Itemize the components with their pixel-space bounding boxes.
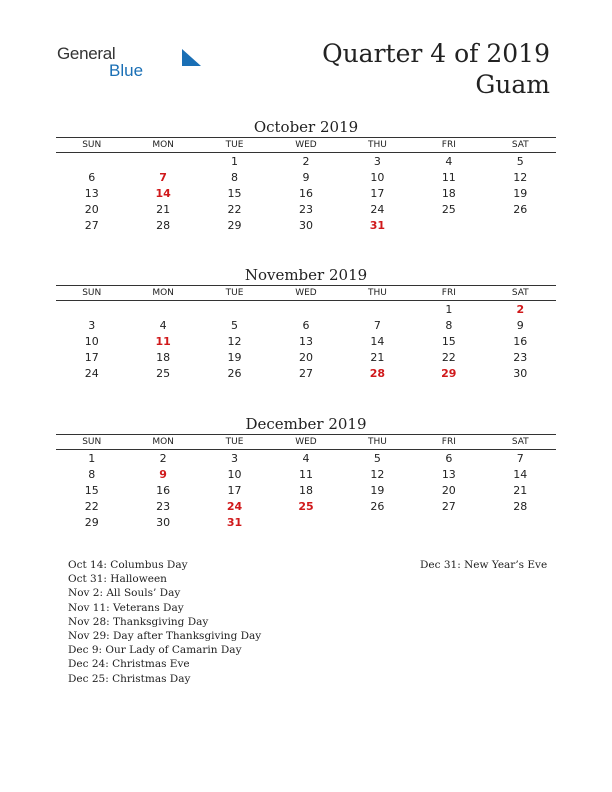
holiday-day-cell: 24 (226, 499, 243, 513)
holiday-list-item: Nov 2: All Souls’ Day (68, 587, 181, 600)
week-row (56, 482, 556, 498)
day-cell: 21 (370, 350, 385, 364)
day-cell: 13 (441, 467, 456, 481)
day-cell: 29 (84, 515, 99, 529)
day-cell: 10 (370, 170, 385, 184)
month-october (56, 117, 556, 233)
empty-day-cell (199, 301, 270, 318)
logo-blue-text: Blue (109, 61, 144, 80)
day-cell: 17 (84, 350, 99, 364)
day-cell: 26 (513, 202, 528, 216)
holiday-list-item: Nov 29: Day after Thanksgiving Day (68, 630, 262, 643)
day-cell: 5 (373, 451, 381, 465)
day-cell: 4 (302, 451, 310, 465)
day-cell: 30 (513, 366, 528, 380)
day-cell: 10 (227, 467, 242, 481)
week-row (56, 514, 556, 530)
weekday-header: MON (127, 286, 198, 301)
holiday-list-right (420, 558, 547, 572)
month-november (56, 265, 556, 381)
calendar-grid (56, 137, 556, 233)
day-cell: 7 (516, 451, 524, 465)
day-cell: 30 (156, 515, 171, 529)
weekday-header: TUE (199, 435, 270, 450)
day-cell: 25 (156, 366, 171, 380)
day-cell: 1 (445, 302, 453, 316)
day-cell: 26 (227, 366, 242, 380)
day-cell: 28 (156, 218, 171, 232)
week-row (56, 169, 556, 185)
holiday-day-cell: 11 (155, 334, 171, 348)
holiday-list-item: Nov 11: Veterans Day (68, 601, 184, 614)
weekday-header-row (56, 286, 556, 301)
day-cell: 5 (231, 318, 239, 332)
day-cell: 24 (370, 202, 385, 216)
empty-day-cell (270, 301, 341, 318)
empty-day-cell (270, 514, 341, 530)
day-cell: 2 (159, 451, 167, 465)
day-cell: 26 (370, 499, 385, 513)
week-row (56, 365, 556, 381)
day-cell: 16 (513, 334, 528, 348)
day-cell: 1 (88, 451, 96, 465)
weekday-header: SAT (485, 138, 556, 153)
day-cell: 27 (84, 218, 99, 232)
week-row (56, 153, 556, 170)
empty-day-cell (413, 217, 484, 233)
day-cell: 19 (513, 186, 528, 200)
day-cell: 20 (441, 483, 456, 497)
day-cell: 4 (159, 318, 167, 332)
day-cell: 29 (227, 218, 242, 232)
holiday-list-item: Dec 31: New Year’s Eve (420, 559, 548, 571)
day-cell: 7 (373, 318, 381, 332)
day-cell: 18 (298, 483, 313, 497)
weekday-header: SAT (485, 435, 556, 450)
day-cell: 14 (370, 334, 385, 348)
day-cell: 3 (88, 318, 96, 332)
empty-day-cell (127, 153, 198, 170)
day-cell: 28 (513, 499, 528, 513)
day-cell: 3 (373, 154, 381, 168)
day-cell: 23 (298, 202, 313, 216)
day-cell: 12 (227, 334, 242, 348)
day-cell: 17 (370, 186, 385, 200)
day-cell: 8 (88, 467, 96, 481)
holiday-list (68, 558, 261, 686)
day-cell: 23 (156, 499, 171, 513)
day-cell: 13 (298, 334, 313, 348)
weekday-header: THU (342, 435, 413, 450)
empty-day-cell (127, 301, 198, 318)
week-row (56, 201, 556, 217)
holiday-list-item: Oct 31: Halloween (68, 573, 167, 586)
weekday-header: SUN (56, 435, 127, 450)
week-row (56, 466, 556, 482)
holiday-list-item: Nov 28: Thanksgiving Day (68, 615, 209, 628)
weekday-header: WED (270, 138, 341, 153)
day-cell: 12 (370, 467, 385, 481)
weekday-header: SUN (56, 138, 127, 153)
weekday-header: FRI (413, 286, 484, 301)
week-row (56, 450, 556, 467)
day-cell: 5 (516, 154, 524, 168)
weekday-header: TUE (199, 138, 270, 153)
empty-day-cell (413, 514, 484, 530)
day-cell: 6 (88, 170, 96, 184)
logo (57, 44, 167, 84)
page-title (322, 38, 550, 100)
weekday-header: SAT (485, 286, 556, 301)
holiday-list-item: Dec 9: Our Lady of Camarin Day (68, 644, 242, 657)
day-cell: 16 (298, 186, 313, 200)
day-cell: 27 (441, 499, 456, 513)
week-row (56, 498, 556, 514)
day-cell: 20 (84, 202, 99, 216)
page-title-region: Guam (475, 70, 550, 99)
holiday-day-cell: 14 (155, 186, 171, 200)
week-row (56, 349, 556, 365)
day-cell: 4 (445, 154, 453, 168)
day-cell: 15 (84, 483, 99, 497)
weekday-header: FRI (413, 138, 484, 153)
day-cell: 24 (84, 366, 99, 380)
day-cell: 15 (441, 334, 456, 348)
week-row (56, 317, 556, 333)
week-row (56, 333, 556, 349)
empty-day-cell (485, 217, 556, 233)
day-cell: 6 (302, 318, 310, 332)
day-cell: 6 (445, 451, 453, 465)
weekday-header: THU (342, 286, 413, 301)
holiday-list-item: Oct 14: Columbus Day (68, 559, 188, 571)
day-cell: 19 (370, 483, 385, 497)
calendar-grid (56, 434, 556, 530)
page-title-quarter: Quarter 4 of 2019 (322, 39, 550, 68)
holiday-day-cell: 28 (369, 366, 386, 380)
day-cell: 18 (156, 350, 171, 364)
weekday-header: MON (127, 138, 198, 153)
day-cell: 22 (84, 499, 99, 513)
day-cell: 21 (156, 202, 171, 216)
holiday-day-cell: 2 (516, 302, 525, 316)
day-cell: 9 (516, 318, 524, 332)
day-cell: 10 (84, 334, 99, 348)
day-cell: 3 (231, 451, 239, 465)
holiday-day-cell: 29 (441, 366, 457, 380)
weekday-header: WED (270, 435, 341, 450)
day-cell: 22 (441, 350, 456, 364)
holiday-day-cell: 9 (159, 467, 167, 481)
empty-day-cell (56, 301, 127, 318)
weekday-header: WED (270, 286, 341, 301)
weekday-header: SUN (56, 286, 127, 301)
month-title: October 2019 (253, 118, 359, 136)
holiday-day-cell: 25 (298, 499, 314, 513)
day-cell: 2 (302, 154, 310, 168)
day-cell: 21 (513, 483, 528, 497)
weekday-header: TUE (199, 286, 270, 301)
day-cell: 16 (156, 483, 171, 497)
week-row (56, 301, 556, 318)
day-cell: 17 (227, 483, 242, 497)
day-cell: 15 (227, 186, 242, 200)
empty-day-cell (485, 514, 556, 530)
day-cell: 19 (227, 350, 242, 364)
day-cell: 20 (298, 350, 313, 364)
holiday-list-item: Dec 24: Christmas Eve (68, 658, 190, 671)
empty-day-cell (342, 514, 413, 530)
weekday-header: THU (342, 138, 413, 153)
holiday-day-cell: 31 (226, 515, 243, 529)
day-cell: 25 (441, 202, 456, 216)
day-cell: 18 (441, 186, 456, 200)
calendar-grid (56, 285, 556, 381)
holiday-day-cell: 7 (159, 170, 167, 184)
day-cell: 14 (513, 467, 528, 481)
day-cell: 1 (231, 154, 239, 168)
month-title: November 2019 (244, 266, 368, 284)
weekday-header: FRI (413, 435, 484, 450)
week-row (56, 185, 556, 201)
day-cell: 27 (298, 366, 313, 380)
month-title: December 2019 (245, 415, 367, 433)
weekday-header: MON (127, 435, 198, 450)
day-cell: 11 (441, 170, 456, 184)
day-cell: 23 (513, 350, 528, 364)
week-row (56, 217, 556, 233)
month-december (56, 414, 556, 530)
holiday-day-cell: 31 (369, 218, 386, 232)
day-cell: 11 (298, 467, 313, 481)
day-cell: 8 (445, 318, 453, 332)
day-cell: 12 (513, 170, 528, 184)
day-cell: 9 (302, 170, 310, 184)
day-cell: 22 (227, 202, 242, 216)
empty-day-cell (56, 153, 127, 170)
day-cell: 8 (231, 170, 239, 184)
empty-day-cell (342, 301, 413, 318)
holiday-list-item: Dec 25: Christmas Day (68, 672, 191, 685)
weekday-header-row (56, 435, 556, 450)
logo-general-text: General (57, 44, 116, 63)
day-cell: 13 (84, 186, 99, 200)
weekday-header-row (56, 138, 556, 153)
day-cell: 30 (298, 218, 313, 232)
